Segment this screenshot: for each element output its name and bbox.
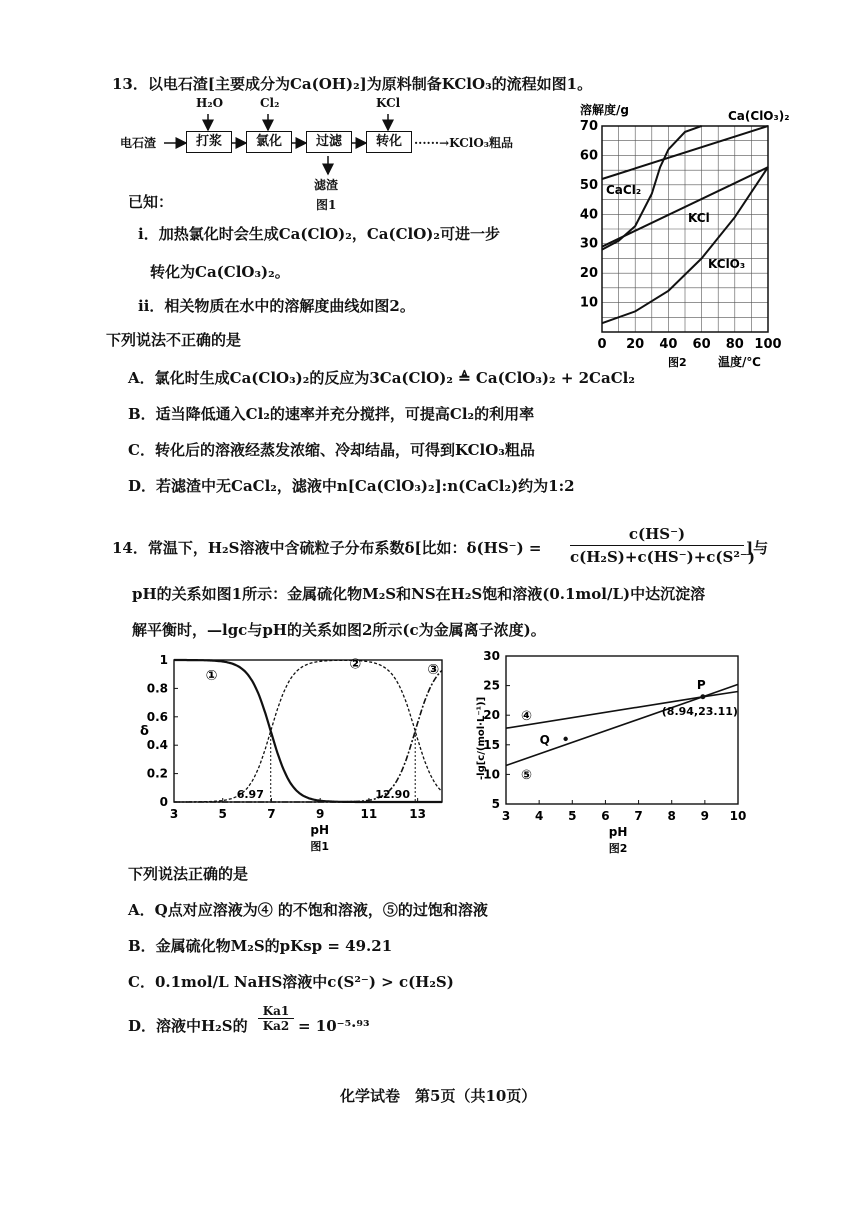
q14-option-d: [128, 1002, 528, 1052]
y-axis-label: 溶解度/g: [580, 103, 629, 117]
y-tick-label: 0.6: [146, 709, 168, 724]
x-tick-label: 6: [601, 809, 610, 823]
lgc-chart: [470, 648, 760, 858]
series-label-kcl: KCl: [688, 211, 710, 225]
q13-known: 已知：: [128, 193, 174, 211]
annotation-12-90: 12.90: [375, 788, 410, 801]
q14-fraction: [570, 524, 755, 567]
series-label-kclo3: KClO₃: [708, 257, 746, 271]
point-q-label: Q: [539, 732, 550, 747]
x-axis-label: 温度/℃: [718, 355, 761, 369]
q13-option-a: A．氯化时生成Ca(ClO₃)₂的反应为3Ca(ClO)₂ ≜ Ca(ClO₃)₂ + 2CaCl₂: [128, 369, 635, 387]
y-tick-label: 10: [483, 767, 500, 782]
flow-input-kcl: KCl: [376, 96, 401, 110]
point-q: [563, 737, 567, 741]
q14-option-c: C．0.1mol/L NaHS溶液中c(S²⁻) > c(H₂S): [128, 973, 454, 991]
y-tick-label: 20: [483, 708, 500, 723]
y-tick-label: 1: [159, 653, 168, 667]
x-tick-label: 3: [501, 809, 511, 823]
y-tick-label: 15: [483, 737, 500, 752]
chart-caption: 图1: [310, 840, 330, 853]
series-label-cacl2: CaCl₂: [606, 183, 642, 197]
x-tick-label: 0: [597, 337, 607, 352]
q14-stem-a: 14．常温下，H₂S溶液中含硫粒子分布系数δ[比如：δ(HS⁻) =: [112, 539, 542, 557]
q14-line3: 解平衡时，—lgc与pH的关系如图2所示(c为金属离子浓度)。: [132, 621, 546, 639]
y-tick-label: 0: [159, 795, 168, 809]
annotation-6-97: 6.97: [236, 788, 264, 801]
chart-caption: 图2: [668, 356, 687, 369]
page-footer: 化学试卷 第5页（共10页）: [340, 1087, 537, 1105]
x-tick-label: 7: [634, 809, 643, 823]
q14-line2: pH的关系如图1所示：金属硫化物M₂S和NS在H₂S饱和溶液(0.1mol/L)中达沉淀溶: [132, 585, 706, 603]
y-axis-label: δ: [140, 724, 149, 739]
x-tick-label: 100: [754, 337, 782, 352]
q14-option-d-den: Ka2: [262, 1019, 290, 1033]
chart-caption: 图2: [608, 842, 628, 855]
q13-option-d: D．若滤渣中无CaCl₂，滤液中n[Ca(ClO₃)₂]:n(CaCl₂)约为1:2: [128, 477, 575, 495]
x-tick-label: 10: [729, 809, 747, 823]
q13-known-i-b: 转化为Ca(ClO₃)₂。: [150, 263, 290, 281]
q13-option-c: C．转化后的溶液经蒸发浓缩、冷却结晶，可得到KClO₃粗品: [128, 441, 535, 459]
flow-box-filter: 过滤: [306, 131, 352, 153]
x-tick-label: 9: [316, 807, 325, 821]
point-p: [700, 694, 705, 699]
q14-stem-row: [112, 524, 832, 574]
x-tick-label: 9: [700, 809, 710, 823]
y-tick-label: 60: [579, 148, 598, 164]
lgc-chart-svg: [470, 648, 760, 858]
q13-prompt: 下列说法不正确的是: [106, 331, 242, 349]
series-label-5: ⑤: [520, 768, 532, 784]
distribution-chart: [130, 648, 460, 858]
q13-option-b: B．适当降低通入Cl₂的速率并充分搅拌，可提高Cl₂的利用率: [128, 405, 535, 423]
y-tick-label: 70: [579, 119, 598, 134]
x-tick-label: 60: [692, 337, 711, 352]
x-tick-label: 80: [725, 337, 744, 352]
y-tick-label: 0.4: [146, 738, 168, 753]
distribution-chart-svg: [130, 648, 460, 858]
y-tick-label: 5: [491, 797, 500, 811]
solubility-chart-svg: [570, 96, 800, 386]
q14-prompt: 下列说法正确的是: [128, 865, 249, 883]
y-tick-label: 20: [579, 266, 598, 282]
flow-end-label: ······→KClO₃粗品: [414, 136, 514, 150]
point-p-coord-label: (8.94,23.11): [661, 704, 738, 718]
q14-option-d-fraction: [258, 1004, 294, 1033]
x-tick-label: 4: [534, 809, 544, 823]
flow-box-convert: 转化: [366, 131, 412, 153]
x-tick-label: 40: [659, 337, 678, 352]
y-tick-label: 40: [579, 207, 598, 223]
q14-fraction-numerator: c(HS⁻): [628, 525, 686, 543]
flow-input-cl2: Cl₂: [260, 96, 280, 110]
y-tick-label: 25: [483, 678, 500, 693]
x-tick-label: 5: [218, 807, 227, 821]
y-tick-label: 10: [579, 295, 598, 311]
flow-box-slurry: 打浆: [186, 131, 232, 153]
q14-stem-b: ]与: [746, 539, 769, 557]
x-tick-label: 3: [169, 807, 179, 821]
flow-diagram: [120, 96, 560, 216]
q14-option-b: B．金属硫化物M₂S的pKsp = 49.21: [128, 937, 393, 955]
flow-residue-label: 滤渣: [314, 178, 339, 192]
y-tick-label: 0.2: [146, 766, 168, 781]
q13-stem: 13．以电石渣[主要成分为Ca(OH)₂]为原料制备KClO₃的流程如图1。: [112, 75, 593, 93]
y-tick-label: 30: [483, 649, 500, 663]
series-label-3: ③: [427, 662, 440, 679]
q14-option-a: A．Q点对应溶液为④ 的不饱和溶液，⑤的过饱和溶液: [128, 901, 488, 919]
flow-box-chlorinate: 氯化: [246, 131, 292, 153]
q14-fraction-bar: [570, 545, 744, 546]
y-axis-label: -lg[c/(mol·L⁻¹)]: [476, 696, 487, 780]
flow-arrows: [120, 96, 560, 216]
x-tick-label: 13: [409, 807, 426, 821]
q14-option-d-post: = 10⁻⁵·⁹³: [298, 1017, 370, 1035]
solubility-chart: [570, 96, 800, 386]
x-tick-label: 7: [267, 807, 276, 821]
q13-known-ii: ⅱ．相关物质在水中的溶解度曲线如图2。: [138, 297, 415, 315]
flow-caption: 图1: [316, 198, 337, 212]
point-p-label: P: [696, 677, 706, 692]
x-axis-label: pH: [608, 825, 628, 839]
x-tick-label: 5: [568, 809, 577, 823]
y-tick-label: 0.8: [146, 681, 168, 696]
x-tick-label: 20: [626, 337, 645, 352]
flow-start-label: 电石渣: [120, 136, 157, 150]
x-axis-label: pH: [310, 823, 330, 837]
y-tick-label: 30: [579, 236, 598, 252]
series-label-4: ④: [520, 708, 532, 724]
y-tick-label: 50: [579, 177, 598, 193]
flow-input-h2o: H₂O: [196, 96, 224, 110]
x-tick-label: 8: [667, 809, 676, 823]
series-label-ca-clo3: Ca(ClO₃)₂: [728, 109, 790, 123]
series-label-1: ①: [205, 667, 218, 684]
q13-known-i-a: ⅰ．加热氯化时会生成Ca(ClO)₂，Ca(ClO)₂可进一步: [138, 225, 500, 243]
x-tick-label: 11: [360, 807, 378, 821]
q14-option-d-num: Ka1: [262, 1004, 290, 1018]
q14-fraction-denominator: c(H₂S)+c(HS⁻)+c(S²⁻): [570, 548, 755, 566]
q14-option-d-pre: D．溶液中H₂S的: [128, 1017, 248, 1035]
series-label-2: ②: [349, 656, 362, 673]
